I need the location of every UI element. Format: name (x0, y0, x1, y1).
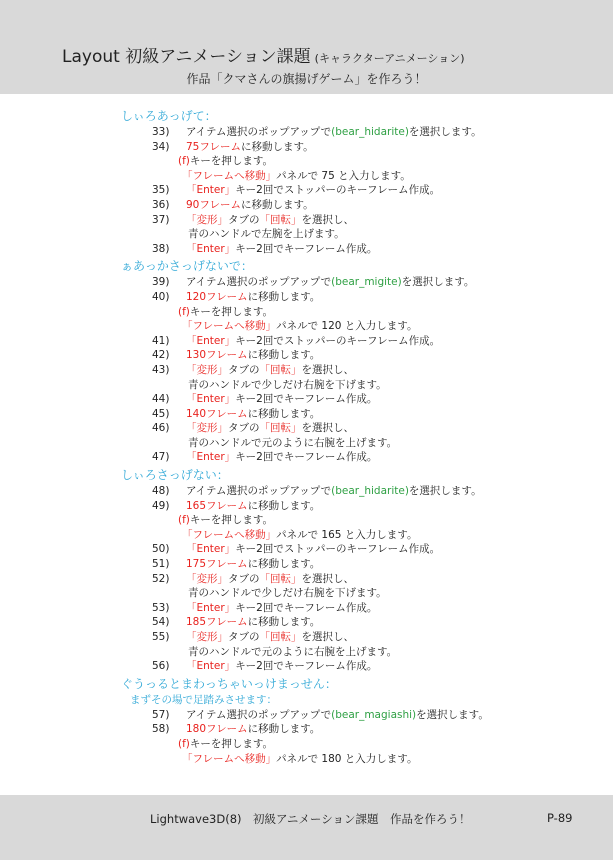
item-name-text: (bear_magiashi) (331, 708, 417, 721)
step-number: 56) (152, 660, 170, 673)
highlight-text: 「変形」 (186, 572, 228, 585)
step-text (186, 363, 354, 378)
plain-text: タブの (228, 363, 260, 376)
step-text (186, 601, 377, 616)
plain-text: キーを押します。 (189, 514, 274, 527)
highlight-text: (f) (178, 155, 190, 168)
plain-text: キー2回でキーフレーム作成。 (235, 601, 378, 614)
instruction-line (0, 708, 613, 723)
plain-text: に移動します。 (247, 558, 321, 571)
step-text (186, 290, 320, 305)
highlight-text: 「Enter」 (186, 601, 236, 614)
highlight-text: 175フレーム (186, 558, 248, 571)
step-number: 45) (152, 407, 170, 420)
instruction-line (0, 392, 613, 407)
section-heading: しぃろさっげない： (121, 468, 229, 483)
page-header (0, 0, 613, 94)
highlight-text: 「Enter」 (186, 184, 236, 197)
step-number: 58) (152, 723, 170, 736)
step-text (182, 169, 411, 184)
highlight-text: 「変形」 (186, 213, 228, 226)
instruction-content (0, 106, 613, 766)
instruction-line (0, 630, 613, 645)
highlight-text: 130フレーム (186, 349, 248, 362)
instruction-line (0, 363, 613, 378)
step-text (186, 334, 440, 349)
step-number: 39) (152, 276, 170, 289)
instruction-line (0, 601, 613, 616)
instruction-line (0, 659, 613, 674)
step-text (186, 213, 354, 228)
step-text (186, 140, 314, 155)
instruction-line (0, 125, 613, 140)
highlight-text: 「回転」 (259, 631, 302, 643)
plain-text: アイテム選択のポップアップで (186, 126, 332, 138)
plain-text: に移動します。 (247, 349, 321, 362)
step-text (186, 615, 320, 630)
step-text (186, 572, 354, 587)
highlight-text: 「変形」 (186, 422, 228, 435)
highlight-text: 165フレーム (186, 499, 248, 512)
plain-text: キーを押します。 (189, 155, 274, 168)
instruction-line (0, 319, 613, 334)
plain-text: キー2回でキーフレーム作成。 (235, 393, 378, 406)
plain-text: タブの (228, 213, 260, 226)
plain-text: に移動します。 (247, 407, 321, 420)
instruction-line (0, 348, 613, 363)
instruction-line (0, 450, 613, 465)
plain-text: パネルで 165 と入力します。 (276, 528, 418, 541)
step-number: 54) (152, 616, 170, 629)
instruction-line (0, 213, 613, 228)
step-text (178, 305, 273, 320)
plain-text: 青のハンドルで少しだけ右腕を下げます。 (188, 378, 387, 391)
item-name-text: (bear_hidarite) (331, 126, 409, 138)
item-name-text: (bear_migite) (331, 276, 402, 289)
instruction-line (0, 513, 613, 528)
step-text (186, 407, 320, 422)
step-text (186, 242, 377, 257)
step-number: 37) (152, 213, 170, 226)
plain-text: を選択し、 (301, 422, 354, 435)
plain-text: に移動します。 (247, 723, 321, 736)
step-number: 46) (152, 422, 170, 435)
step-text (186, 275, 474, 290)
highlight-text: (f) (178, 514, 190, 527)
instruction-line (0, 227, 613, 242)
plain-text: を選択します。 (401, 276, 475, 289)
step-number: 55) (152, 631, 170, 643)
instruction-line (0, 183, 613, 198)
instruction-line (0, 499, 613, 514)
plain-text: を選択します。 (408, 485, 482, 498)
step-number: 34) (152, 140, 170, 153)
highlight-text: 90フレーム (186, 198, 241, 211)
step-number: 36) (152, 198, 170, 211)
page-subtitle: 作品「クマさんの旗揚げゲーム」を作ろう！ (186, 72, 427, 86)
instruction-line (0, 645, 613, 660)
instruction-line (0, 154, 613, 169)
step-number: 48) (152, 485, 170, 498)
plain-text: キー2回でキーフレーム作成。 (235, 242, 378, 255)
step-text (178, 154, 273, 169)
instruction-line (0, 378, 613, 393)
plain-text: アイテム選択のポップアップで (186, 276, 332, 289)
plain-text: キーを押します。 (189, 305, 274, 318)
highlight-text: 「フレームへ移動」 (182, 752, 277, 765)
step-text (186, 630, 354, 645)
step-number: 52) (152, 572, 170, 585)
step-text (182, 528, 417, 543)
plain-text: キー2回でストッパーのキーフレーム作成。 (235, 543, 441, 556)
plain-text: に移動します。 (240, 198, 314, 211)
plain-text: アイテム選択のポップアップで (186, 485, 332, 498)
section-heading: ぐうっるとまわっちゃいっけまっせん： (121, 676, 337, 691)
instruction-line (0, 436, 613, 451)
section-heading: ぁあっかさっげないで： (121, 259, 253, 274)
highlight-text: 「Enter」 (186, 543, 236, 556)
step-number: 40) (152, 290, 170, 303)
instruction-line (0, 528, 613, 543)
instruction-line (0, 140, 613, 155)
step-text (186, 348, 320, 363)
highlight-text: 「Enter」 (186, 242, 236, 255)
step-number: 42) (152, 349, 170, 362)
plain-text: を選択し、 (301, 572, 354, 585)
item-name-text: (bear_hidarite) (331, 485, 409, 498)
plain-text: タブの (228, 631, 260, 643)
instruction-line (0, 615, 613, 630)
plain-text: キー2回でキーフレーム作成。 (235, 451, 378, 464)
plain-text: パネルで 75 と入力します。 (276, 169, 411, 182)
instruction-line (0, 334, 613, 349)
plain-text: に移動します。 (247, 290, 321, 303)
plain-text: を選択します。 (408, 126, 482, 138)
instruction-line (0, 198, 613, 213)
instruction-line (0, 421, 613, 436)
step-text (186, 125, 482, 140)
step-text (186, 183, 440, 198)
section-note: まずその場で足踏みさせます： (130, 693, 277, 706)
step-text (186, 392, 377, 407)
highlight-text: 「回転」 (259, 572, 302, 585)
step-number: 35) (152, 184, 170, 197)
plain-text: に移動します。 (247, 616, 321, 629)
step-text (186, 708, 489, 723)
highlight-text: 「変形」 (186, 363, 228, 376)
highlight-text: 180フレーム (186, 723, 248, 736)
step-text (186, 450, 377, 465)
step-number: 44) (152, 393, 170, 406)
footer-text: Lightwave3D(8) 初級アニメーション課題 作品を作ろう！ (150, 812, 471, 826)
plain-text: パネルで 120 と入力します。 (276, 320, 418, 333)
instruction-line (0, 305, 613, 320)
highlight-text: 「変形」 (186, 631, 228, 643)
step-text (188, 227, 345, 242)
plain-text: キー2回でストッパーのキーフレーム作成。 (235, 184, 441, 197)
step-text (178, 513, 273, 528)
title-sub: (キャラクターアニメーション) (314, 52, 465, 65)
step-number: 41) (152, 334, 170, 347)
instruction-line (0, 290, 613, 305)
plain-text: 青のハンドルで元のように右腕を上げます。 (188, 645, 398, 658)
step-text (178, 737, 273, 752)
highlight-text: 「回転」 (259, 213, 302, 226)
step-number: 57) (152, 708, 170, 721)
highlight-text: 「フレームへ移動」 (182, 528, 277, 541)
plain-text: パネルで 180 と入力します。 (276, 752, 418, 765)
plain-text: アイテム選択のポップアップで (186, 708, 332, 721)
plain-text: 青のハンドルで少しだけ右腕を下げます。 (188, 587, 387, 600)
instruction-line (0, 737, 613, 752)
instruction-line (0, 542, 613, 557)
highlight-text: (f) (178, 305, 190, 318)
page-number: P-89 (547, 811, 573, 825)
step-text (188, 436, 397, 451)
step-text (188, 645, 397, 660)
step-text (186, 557, 320, 572)
plain-text: を選択し、 (301, 631, 354, 643)
step-text (186, 542, 440, 557)
highlight-text: 「Enter」 (186, 451, 236, 464)
instruction-line (0, 752, 613, 767)
plain-text: タブの (228, 422, 260, 435)
instruction-line (0, 169, 613, 184)
step-number: 38) (152, 242, 170, 255)
step-text (186, 484, 482, 499)
plain-text: キー2回でストッパーのキーフレーム作成。 (235, 334, 441, 347)
plain-text: に移動します。 (247, 499, 321, 512)
highlight-text: 75フレーム (186, 140, 241, 153)
highlight-text: 「フレームへ移動」 (182, 169, 277, 182)
plain-text: キーを押します。 (189, 737, 274, 750)
highlight-text: 「Enter」 (186, 660, 236, 673)
highlight-text: 「Enter」 (186, 393, 236, 406)
step-text (182, 319, 417, 334)
instruction-line (0, 572, 613, 587)
instruction-line (0, 557, 613, 572)
highlight-text: 「フレームへ移動」 (182, 320, 277, 333)
highlight-text: (f) (178, 737, 190, 750)
page-footer (0, 795, 613, 860)
step-text (186, 722, 320, 737)
section-heading: しぃろあっげて： (121, 109, 217, 123)
step-text (188, 586, 387, 601)
step-number: 43) (152, 363, 170, 376)
step-number: 51) (152, 558, 170, 571)
instruction-line (0, 484, 613, 499)
instruction-line (0, 275, 613, 290)
step-text (186, 659, 377, 674)
plain-text: 青のハンドルで元のように右腕を上げます。 (188, 436, 398, 449)
highlight-text: 「回転」 (259, 422, 302, 435)
highlight-text: 「回転」 (259, 363, 302, 376)
highlight-text: 「Enter」 (186, 334, 236, 347)
step-number: 33) (152, 126, 170, 138)
page-title (62, 42, 465, 67)
plain-text: キー2回でキーフレーム作成。 (235, 660, 378, 673)
step-number: 53) (152, 601, 170, 614)
instruction-line (0, 722, 613, 737)
step-text (186, 499, 320, 514)
step-number: 50) (152, 543, 170, 556)
instruction-line (0, 407, 613, 422)
plain-text: タブの (228, 572, 260, 585)
highlight-text: 185フレーム (186, 616, 248, 629)
step-number: 47) (152, 451, 170, 464)
plain-text: に移動します。 (240, 140, 314, 153)
plain-text: を選択し、 (301, 213, 354, 226)
title-main: Layout 初級アニメーション課題 (62, 47, 311, 67)
step-text (186, 421, 354, 436)
step-text (188, 378, 387, 393)
plain-text: を選択します。 (416, 708, 489, 721)
step-text (182, 752, 417, 767)
plain-text: 青のハンドルで左腕を上げます。 (188, 228, 345, 241)
plain-text: を選択し、 (301, 363, 354, 376)
instruction-line (0, 586, 613, 601)
step-text (186, 198, 314, 213)
instruction-line (0, 242, 613, 257)
highlight-text: 140フレーム (186, 407, 248, 420)
step-number: 49) (152, 499, 170, 512)
highlight-text: 120フレーム (186, 290, 248, 303)
